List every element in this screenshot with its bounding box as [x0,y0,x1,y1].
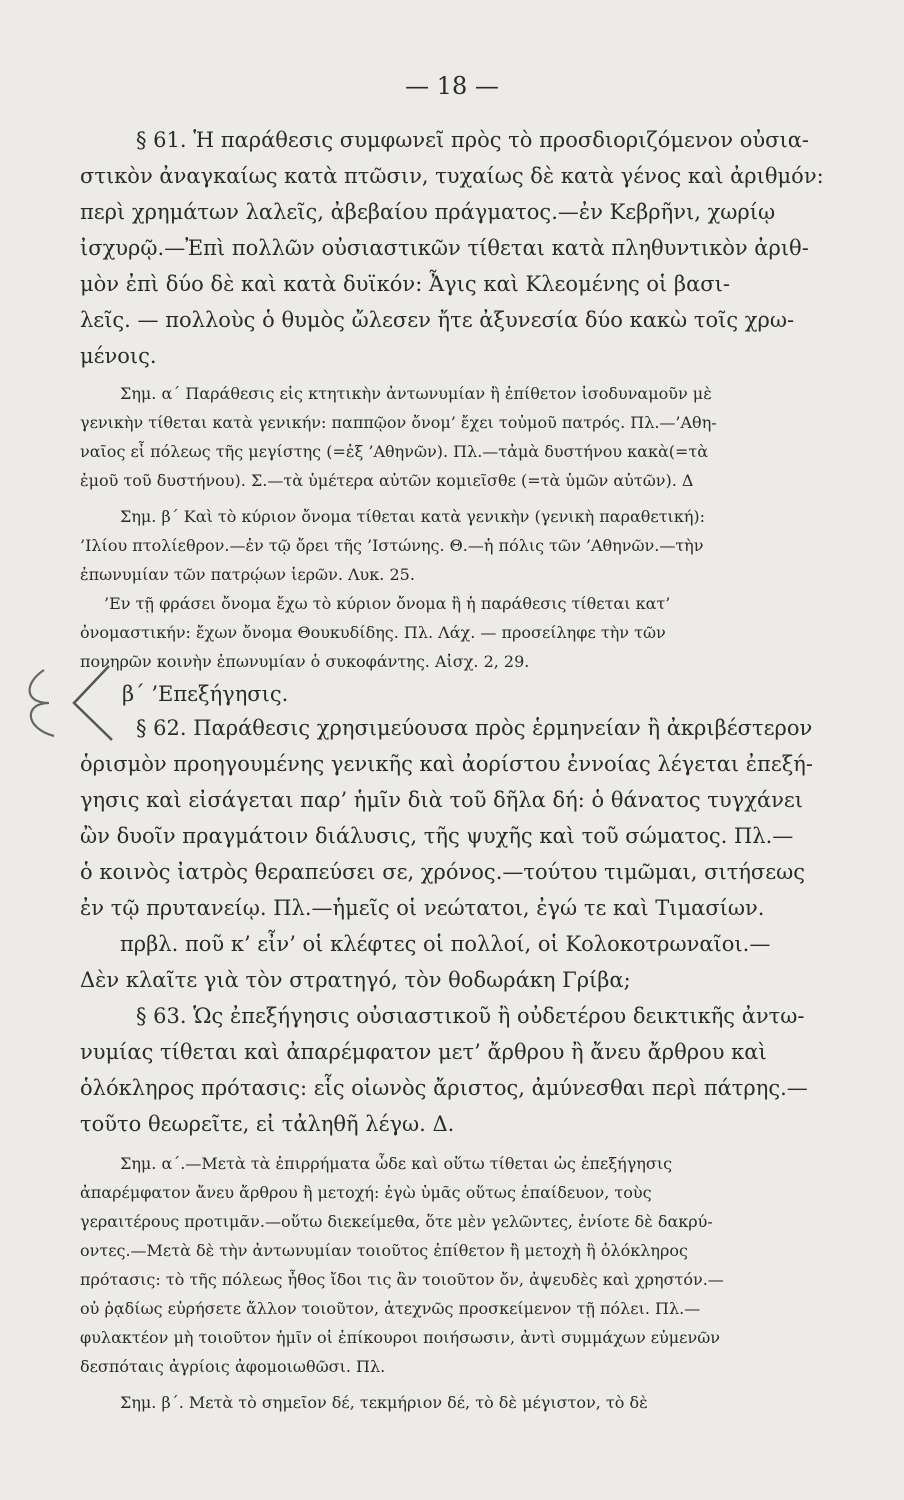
text-line: γησις καὶ εἰσάγεται παρ’ ἡμῖν διὰ τοῦ δῆλα δή: ὁ θάνατος τυγχάνει [80,788,804,812]
text-line: μένοις. [80,344,157,368]
note-line: φυλακτέον μὴ τοιοῦτον ἡμῖν οἱ ἐπίκουροι ποιήσωσιν, ἀντὶ συμμάχων εὐμενῶν [80,1328,720,1347]
note-line: πρότασις: τὸ τῆς πόλεως ἦθος ἴδοι τις ἂν τοιοῦτον ὄν, ἀψευδὲς καὶ χρηστόν.— [80,1270,724,1289]
note-line: ὀνομαστικήν: ἔχων ὄνομα Θουκυδίδης. Πλ. Λάχ. — προσείληφε τὴν τῶν [80,623,666,642]
note-line: γεραιτέρους προτιμᾶν.—οὕτω διεκείμεθα, ὅτε μὲν γελῶντες, ἐνίοτε δὲ δακρύ- [80,1212,713,1231]
note-line: ἐπωνυμίαν τῶν πατρῴων ἱερῶν. Λυκ. 25. [80,565,415,584]
text-line: περὶ χρημάτων λαλεῖς, ἀβεβαίου πράγματος.—ἐν Κεβρῆνι, χωρίῳ [80,200,776,224]
text-line: ἰσχυρῷ.—Ἐπὶ πολλῶν οὐσιαστικῶν τίθεται κατὰ πληθυντικὸν ἀριθ- [80,236,809,260]
note-line: Σημ. β΄ Καὶ τὸ κύριον ὄνομα τίθεται κατὰ γενικὴν (γενικὴ παραθετική): [120,507,706,526]
text-line: λεῖς. — πολλοὺς ὁ θυμὸς ὤλεσεν ἤτε ἀξυνεσία δύο κακὼ τοῖς χρω- [80,308,795,332]
text-line: § 62. Παράθεσις χρησιμεύουσα πρὸς ἑρμηνείαν ἢ ἀκριβέστερον [136,716,813,740]
text-line: ὁ κοινὸς ἰατρὸς θεραπεύσει σε, χρόνος.—τούτου τιμῶμαι, σιτήσεως [80,860,806,884]
section-heading: β΄ ’Επεξήγησις. [122,682,289,706]
note-line: ἀπαρέμφατον ἄνευ ἄρθρου ἢ μετοχή: ἐγὼ ὑμᾶς οὕτως ἐπαίδευον, τοὺς [80,1183,652,1202]
text-line: στικὸν ἀναγκαίως κατὰ πτῶσιν, τυχαίως δὲ κατὰ γένος καὶ ἀριθμόν: [80,164,824,188]
text-line: ὁρισμὸν προηγουμένης γενικῆς καὶ ἀορίστου ἐννοίας λέγεται ἐπεξή- [80,752,813,776]
note-line: Σημ. α΄.—Μετὰ τὰ ἐπιρρήματα ὧδε καὶ οὕτω τίθεται ὡς ἐπεξήγησις [120,1154,673,1173]
note-line: οντες.—Μετὰ δὲ τὴν ἀντωνυμίαν τοιοῦτος ἐπίθετον ἢ μετοχὴ ἢ ὁλόκληρος [80,1241,688,1260]
page-number: — 18 — [405,72,499,100]
note-line: ’Εν τῇ φράσει ὄνομα ἔχω τὸ κύριον ὄνομα ἢ ἡ παράθεσις τίθεται κατ’ [104,594,671,613]
margin-bracket-icon [14,658,124,748]
note-line: Σημ. α΄ Παράθεσις εἰς κτητικὴν ἀντωνυμίαν ἢ ἐπίθετον ἰσοδυναμοῦν μὲ [120,384,712,403]
text-line: τοῦτο θεωρεῖτε, εἰ τἀληθῆ λέγω. Δ. [80,1112,455,1136]
text-line: § 63. Ὡς ἐπεξήγησις οὐσιαστικοῦ ἢ οὐδετέρου δεικτικῆς ἀντω- [136,1004,805,1028]
note-line: γενικὴν τίθεται κατὰ γενικήν: παππῷον ὄνομ’ ἔχει τοὐμοῦ πατρός. Πλ.—’Αθη- [80,413,717,432]
note-line: δεσπόταις ἀγρίοις ἀφομοιωθῶσι. Πλ. [80,1357,386,1376]
text-line: § 61. Ἡ παράθεσις συμφωνεῖ πρὸς τὸ προσδιοριζόμενον οὐσια- [136,128,809,152]
text-line: ἐν τῷ πρυτανείῳ. Πλ.—ἡμεῖς οἱ νεώτατοι, ἐγώ τε καὶ Τιμασίων. [80,896,765,920]
text-line: νυμίας τίθεται καὶ ἀπαρέμφατον μετ’ ἄρθρου ἢ ἄνευ ἄρθρου καὶ [80,1040,767,1064]
text-line: πρβλ. ποῦ κ’ εἶν’ οἱ κλέφτες οἱ πολλοί, οἱ Κολοκοτρωναῖοι.— [120,932,771,956]
note-line: οὐ ῥᾳδίως εὑρήσετε ἄλλον τοιοῦτον, ἀτεχνῶς προσκείμενον τῇ πόλει. Πλ.— [80,1299,701,1318]
text-line: ὁλόκληρος πρότασις: εἷς οἰωνὸς ἄριστος, ἀμύνεσθαι περὶ πάτρης.— [80,1076,808,1100]
note-line: Σημ. β΄. Μετὰ τὸ σημεῖον δέ, τεκμήριον δέ, τὸ δὲ μέγιστον, τὸ δὲ [120,1393,648,1412]
note-line: ’Ιλίου πτολίεθρον.—ἐν τῷ ὄρει τῆς ’Ιστώνης. Θ.—ἡ πόλις τῶν ’Αθηνῶν.—τὴν [80,536,704,555]
note-line: ἐμοῦ τοῦ δυστήνου). Σ.—τὰ ὑμέτερα αὐτῶν κομιεῖσθε (=τὰ ὑμῶν αὐτῶν). Δ [80,471,694,490]
text-line: ὢν δυοῖν πραγμάτοιν διάλυσις, τῆς ψυχῆς καὶ τοῦ σώματος. Πλ.— [80,824,794,848]
margin-handwritten-mark [0,0,1,1]
text-line: μὸν ἐπὶ δύο δὲ καὶ κατὰ δυϊκόν: Ἆγις καὶ Κλεομένης οἱ βασι- [80,272,730,296]
note-line: πονηρῶν κοινὴν ἐπωνυμίαν ὁ συκοφάντης. Αἰσχ. 2, 29. [80,652,530,671]
note-line: ναῖος εἶ πόλεως τῆς μεγίστης (=ἐξ ’Αθηνῶν). Πλ.—τἀμὰ δυστήνου κακὰ(=τὰ [80,442,709,461]
text-line: Δὲν κλαῖτε γιὰ τὸν στρατηγό, τὸν θοδωράκη Γρίβα; [80,968,631,992]
